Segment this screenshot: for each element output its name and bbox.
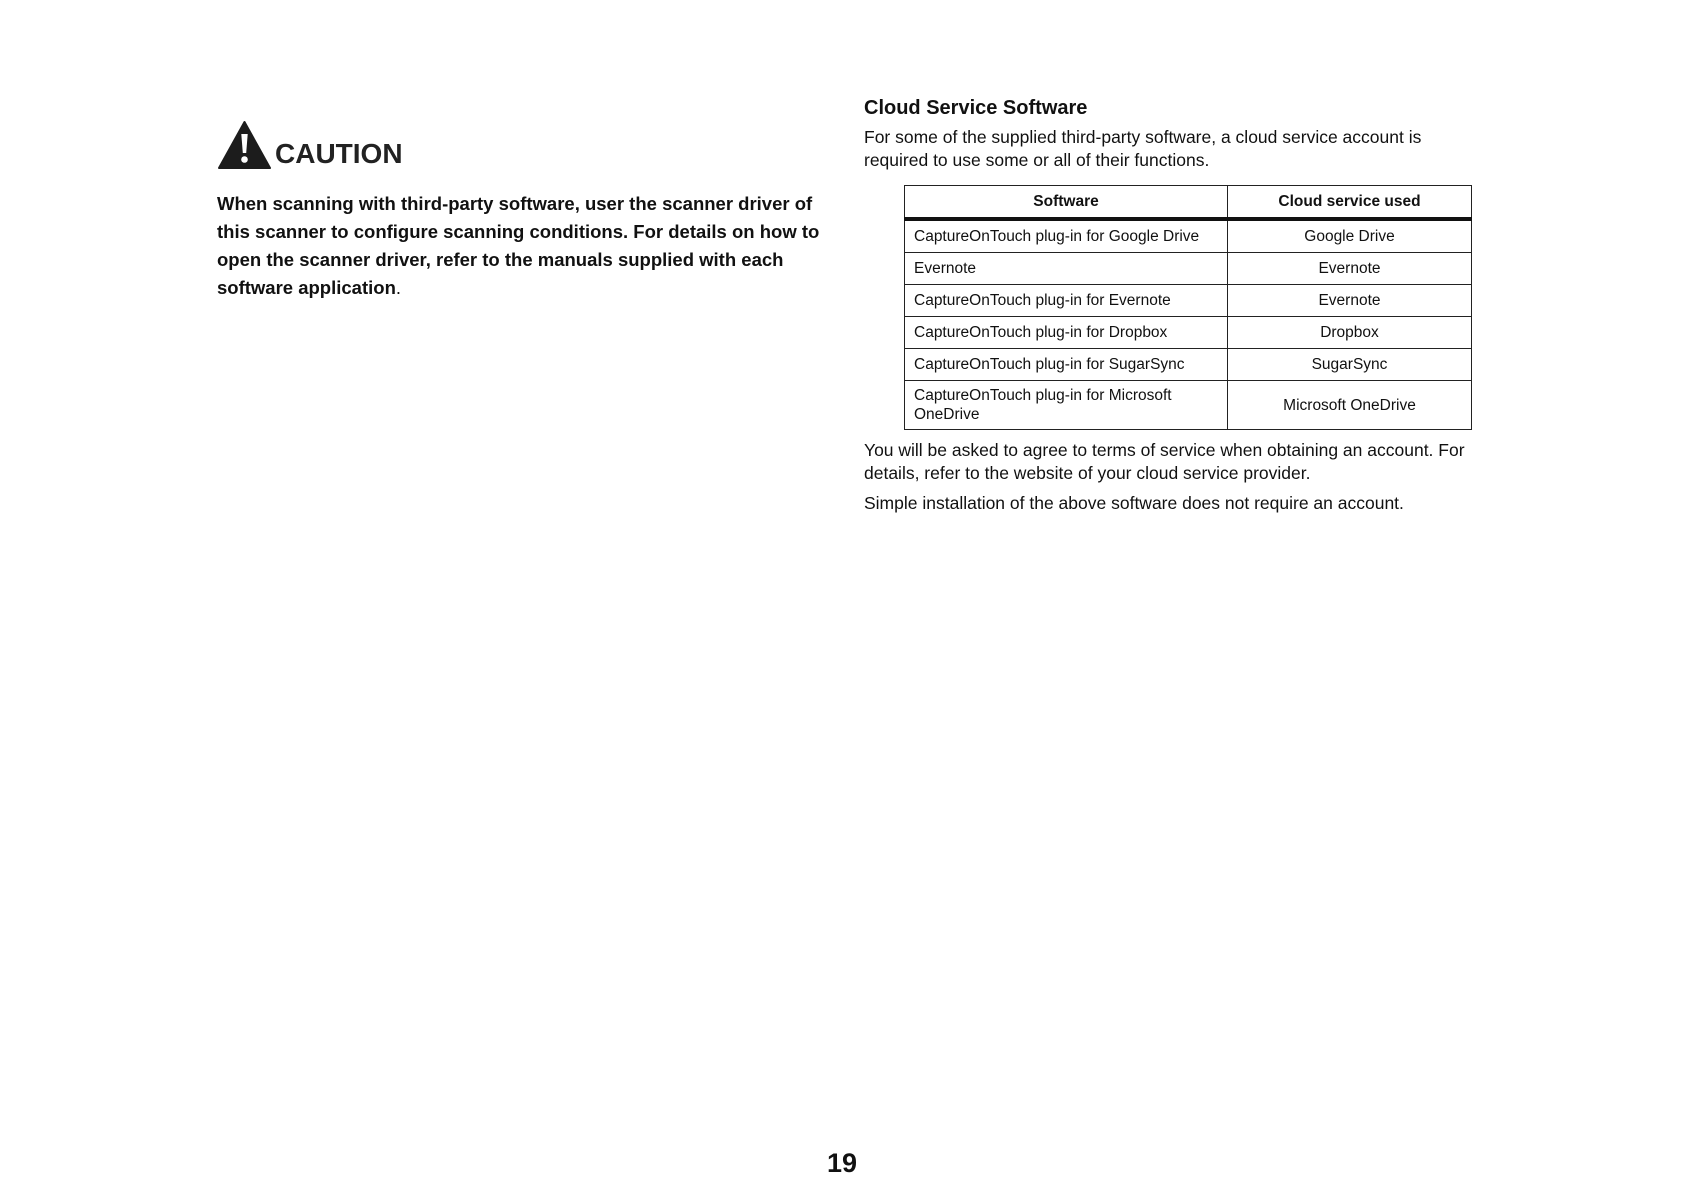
header-cloud-service: Cloud service used <box>1228 186 1472 220</box>
header-software: Software <box>905 186 1228 220</box>
caution-heading <box>217 118 827 170</box>
warning-triangle-icon <box>217 120 272 170</box>
caution-block <box>217 118 827 302</box>
software-cell: CaptureOnTouch plug-in for SugarSync <box>905 349 1228 381</box>
service-cell: Evernote <box>1228 253 1472 285</box>
software-cell: CaptureOnTouch plug-in for Evernote <box>905 285 1228 317</box>
table-row <box>905 219 1472 253</box>
section-title: Cloud Service Software <box>864 97 1088 119</box>
service-cell: Dropbox <box>1228 317 1472 349</box>
software-cell: CaptureOnTouch plug-in for Google Drive <box>905 219 1228 253</box>
installation-note: Simple installation of the above software does not require an account. <box>864 493 1404 513</box>
cloud-service-section <box>864 96 1484 515</box>
caution-text <box>217 190 827 302</box>
software-cell: Evernote <box>905 253 1228 285</box>
table-row <box>905 253 1472 285</box>
table-row <box>905 381 1472 430</box>
software-cell: CaptureOnTouch plug-in for Dropbox <box>905 317 1228 349</box>
service-cell: Microsoft OneDrive <box>1228 381 1472 430</box>
service-cell: Google Drive <box>1228 219 1472 253</box>
service-cell: Evernote <box>1228 285 1472 317</box>
caution-text-body: When scanning with third-party software, user the scanner driver of this scanner to configure scanning conditions. For details on how to open the scanner driver, refer to the manuals supplied with each software application <box>217 193 820 298</box>
caution-text-period: . <box>395 277 402 298</box>
table-header-row <box>905 186 1472 220</box>
service-cell: SugarSync <box>1228 349 1472 381</box>
software-cell: CaptureOnTouch plug-in for Microsoft OneDrive <box>905 381 1228 430</box>
terms-paragraph: You will be asked to agree to terms of service when obtaining an account. For details, refer to the website of your cloud service provider. <box>864 440 1465 483</box>
section-intro: For some of the supplied third-party software, a cloud service account is required to use some or all of their functions. <box>864 127 1422 170</box>
table-row <box>905 317 1472 349</box>
table-row <box>905 285 1472 317</box>
page-number: 19 <box>826 1148 858 1178</box>
caution-title: CAUTION <box>275 138 403 169</box>
table-row <box>905 349 1472 381</box>
cloud-service-table <box>904 185 1472 430</box>
